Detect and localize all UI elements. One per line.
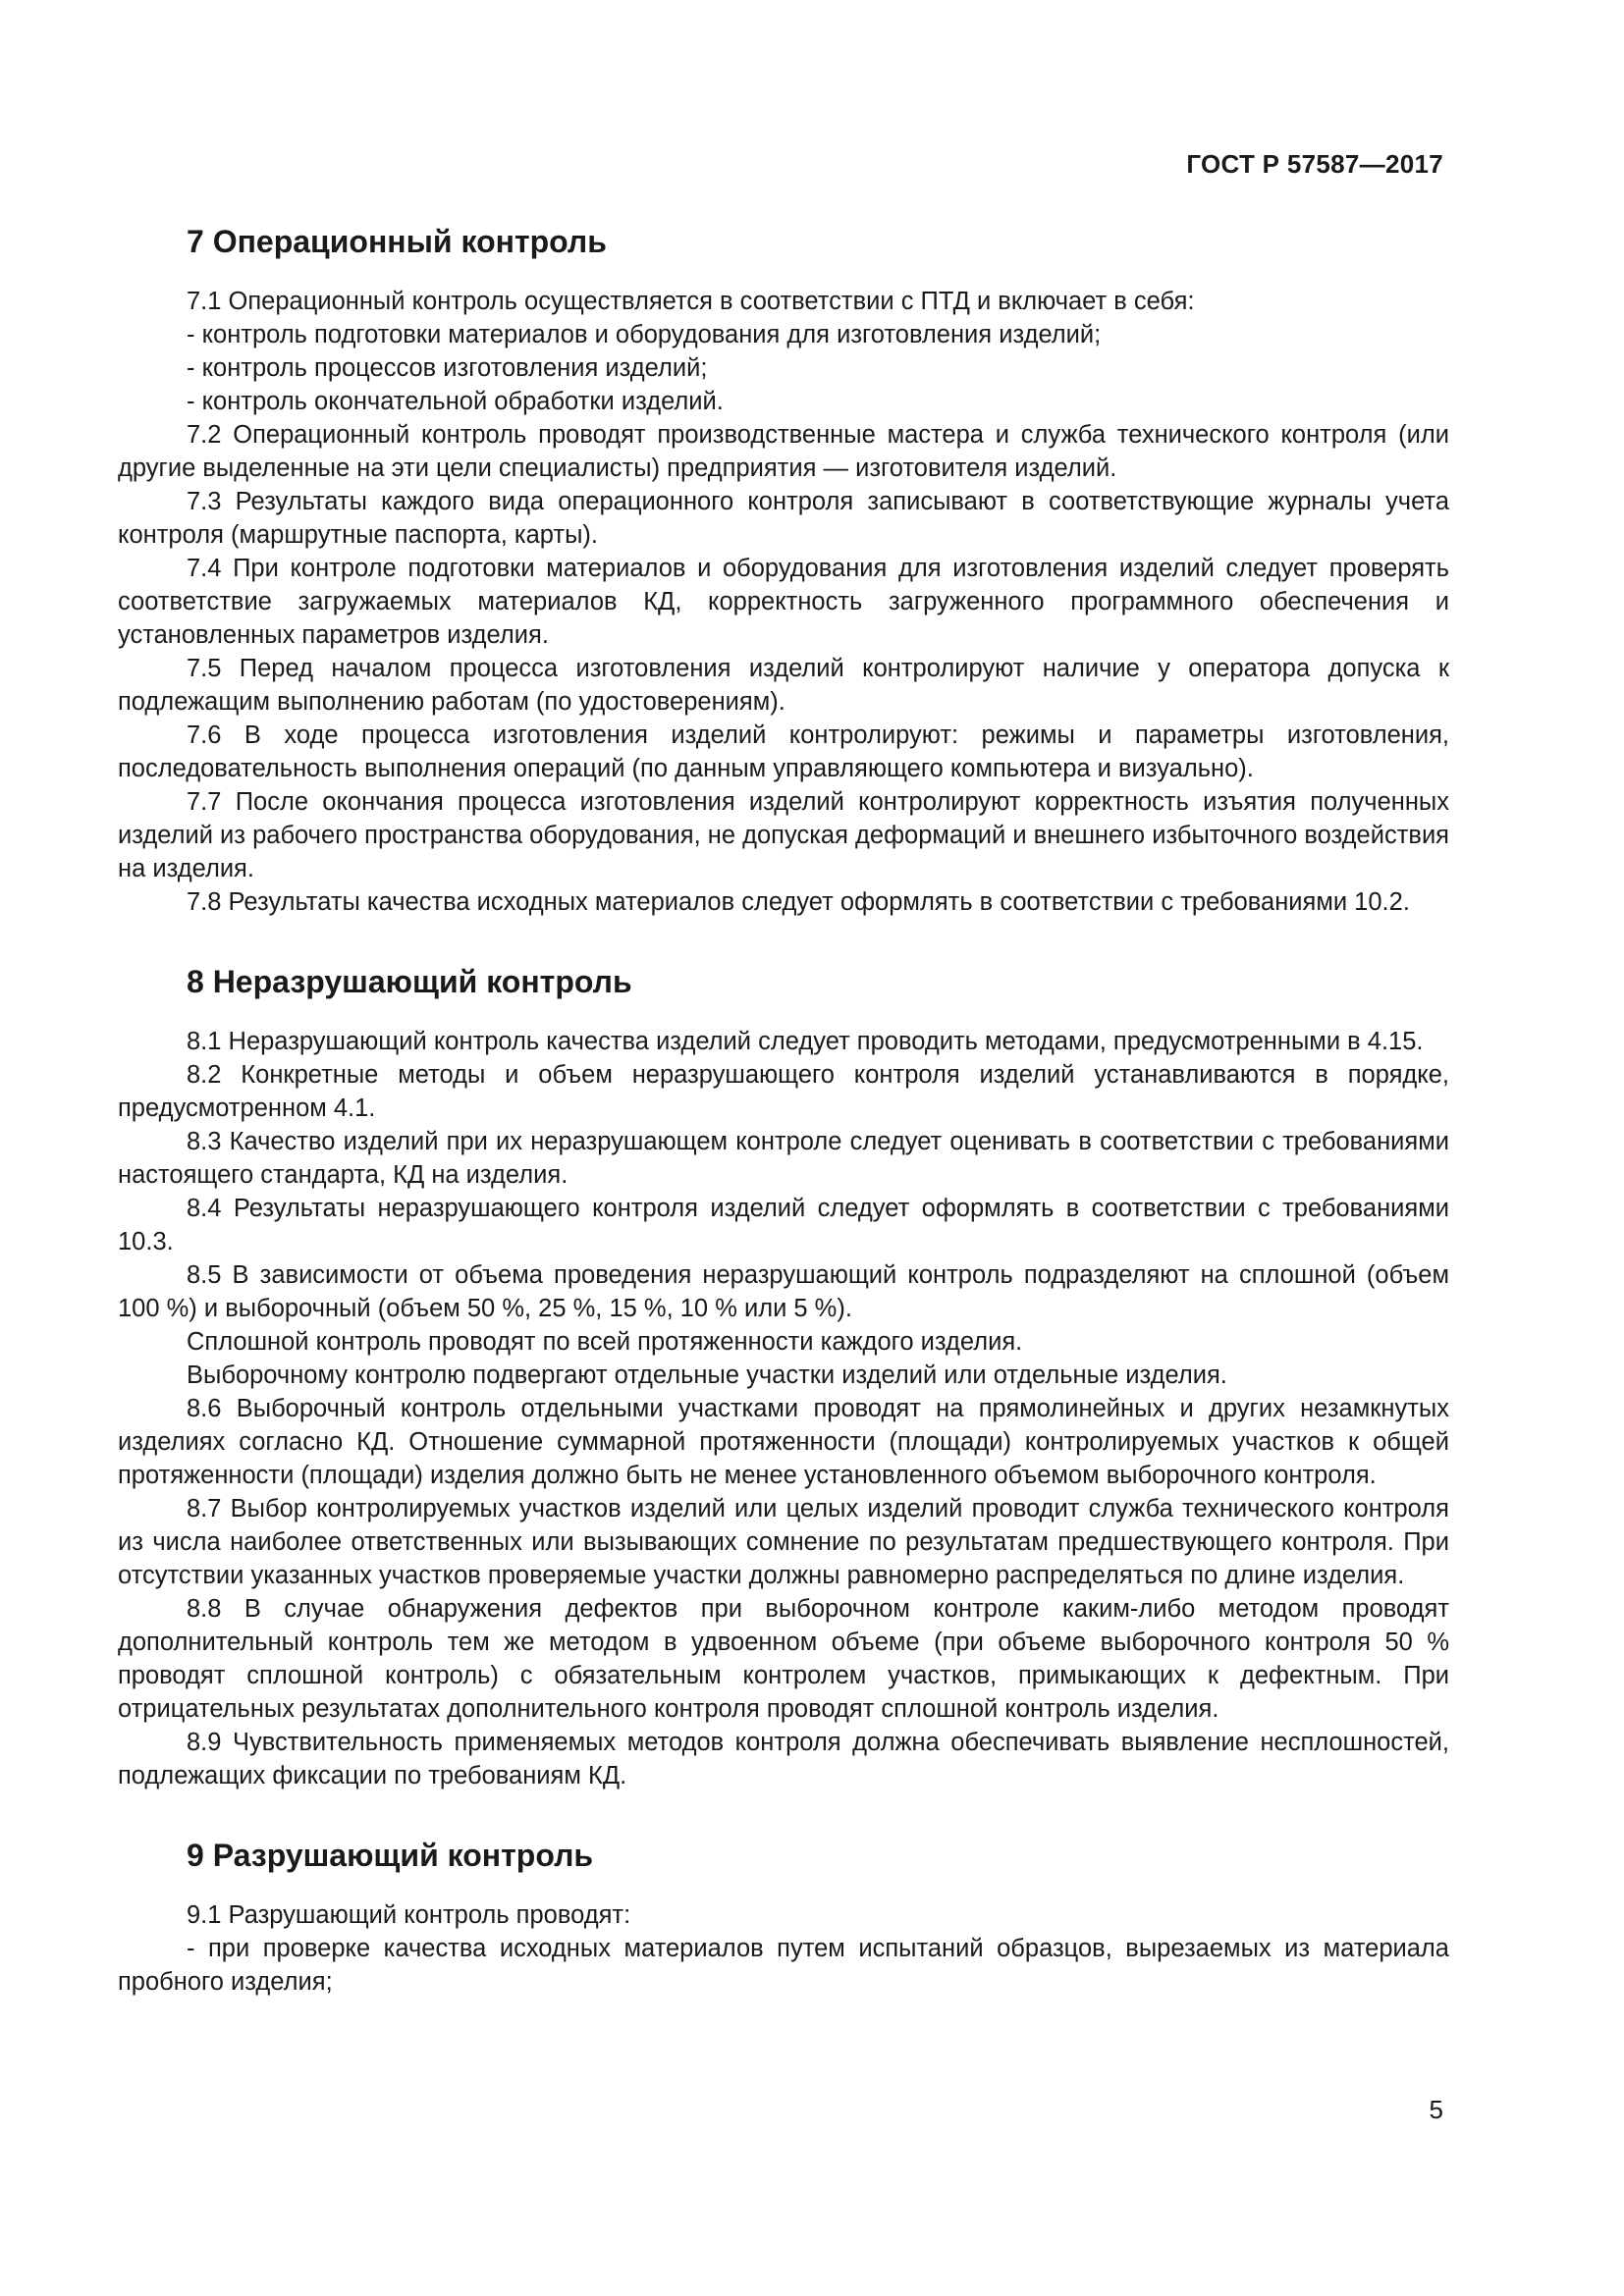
paragraph-8-5: 8.5 В зависимости от объема проведения неразрушающий контроль подразделяют на сплошной (объем 100 %) и выборочный (объем 50 %, 25 %, 15 %, 10 % или 5 %). (118, 1261, 1449, 1322)
paragraph-7-3: 7.3 Результаты каждого вида операционного контроля записывают в соответствующие журналы учета контроля (маршрутные паспорта, карты). (118, 488, 1449, 549)
list-item: - контроль подготовки материалов и оборудования для изготовления изделий; (187, 321, 1102, 348)
paragraph-7-8: 7.8 Результаты качества исходных материалов следует оформлять в соответствии с требованиями 10.2. (187, 888, 1410, 916)
paragraph-7-2: 7.2 Операционный контроль проводят производственные мастера и служба технического контроля (или другие выделенные на эти цели специалисты) предприятия — изготовителя изделий. (118, 421, 1449, 482)
list-item: - при проверке качества исходных материалов путем испытаний образцов, вырезаемых из материала пробного изделия; (118, 1935, 1449, 1996)
document-body (118, 222, 1449, 1999)
paragraph-7-7: 7.7 После окончания процесса изготовления изделий контролируют корректность изъятия полученных изделий из рабочего пространства оборудования, не допуская деформаций и внешнего избыточного воздействия на изделия. (118, 788, 1449, 882)
paragraph-8-3: 8.3 Качество изделий при их неразрушающем контроле следует оценивать в соответствии с требованиями настоящего стандарта, КД на изделия. (118, 1128, 1449, 1189)
paragraph-9-1: 9.1 Разрушающий контроль проводят: (187, 1901, 631, 1929)
page-number: 5 (1429, 2095, 1443, 2124)
paragraph-8-7: 8.7 Выбор контролируемых участков изделий или целых изделий проводит служба технического контроля из числа наиболее ответственных или вызывающих сомнение по результатам предшествующего контроля. При отсутствии указанных участков проверяемые участки должны равномерно распределяться по длине изделия. (118, 1495, 1449, 1589)
list-item: - контроль окончательной обработки изделий. (187, 388, 724, 415)
paragraph-8-4: 8.4 Результаты неразрушающего контроля изделий следует оформлять в соответствии с требованиями 10.3. (118, 1195, 1449, 1255)
section-title-7: 7 Операционный контроль (187, 224, 607, 259)
list-item: - контроль процессов изготовления изделий; (187, 354, 708, 382)
paragraph-7-4: 7.4 При контроле подготовки материалов и оборудования для изготовления изделий следует проверять соответствие загружаемых материалов КД, корректность загруженного программного обеспечения и установленных параметров изделия. (118, 555, 1449, 649)
paragraph-8-8: 8.8 В случае обнаружения дефектов при выборочном контроле каким-либо методом проводят дополнительный контроль тем же методом в удвоенном объеме (при объеме выборочного контроля 50 % проводят сплошной контроль) с обязательным контролем участков, примыкающих к дефектным. При отрицательных результатах дополнительного контроля проводят сплошной контроль изделия. (118, 1595, 1449, 1723)
paragraph-8-9: 8.9 Чувствительность применяемых методов контроля должна обеспечивать выявление несплошностей, подлежащих фиксации по требованиям КД. (118, 1729, 1449, 1789)
paragraph-8-2: 8.2 Конкретные методы и объем неразрушающего контроля изделий устанавливаются в порядке, предусмотренном 4.1. (118, 1061, 1449, 1122)
paragraph-7-1: 7.1 Операционный контроль осуществляется в соответствии с ПТД и включает в себя: (187, 288, 1195, 315)
paragraph-8-5-selective: Выборочному контролю подвергают отдельные участки изделий или отдельные изделия. (187, 1362, 1227, 1389)
section-title-8: 8 Неразрушающий контроль (187, 964, 632, 999)
document-standard-id: ГОСТ Р 57587—2017 (1186, 149, 1443, 179)
section-title-9: 9 Разрушающий контроль (187, 1838, 594, 1873)
paragraph-7-6: 7.6 В ходе процесса изготовления изделий контролируют: режимы и параметры изготовления, последовательность выполнения операций (по данным управляющего компьютера и визуально). (118, 721, 1449, 782)
paragraph-8-5-continuous: Сплошной контроль проводят по всей протяженности каждого изделия. (187, 1328, 1023, 1356)
paragraph-8-1: 8.1 Неразрушающий контроль качества изделий следует проводить методами, предусмотренными в 4.15. (187, 1028, 1424, 1055)
paragraph-8-6: 8.6 Выборочный контроль отдельными участками проводят на прямолинейных и других незамкнутых изделиях согласно КД. Отношение суммарной протяженности (площади) контролируемых участков к общей протяженности (площади) изделия должно быть не менее установленного объемом выборочного контроля. (118, 1395, 1449, 1489)
paragraph-7-5: 7.5 Перед началом процесса изготовления изделий контролируют наличие у оператора допуска к подлежащим выполнению работам (по удостоверениям). (118, 655, 1449, 716)
